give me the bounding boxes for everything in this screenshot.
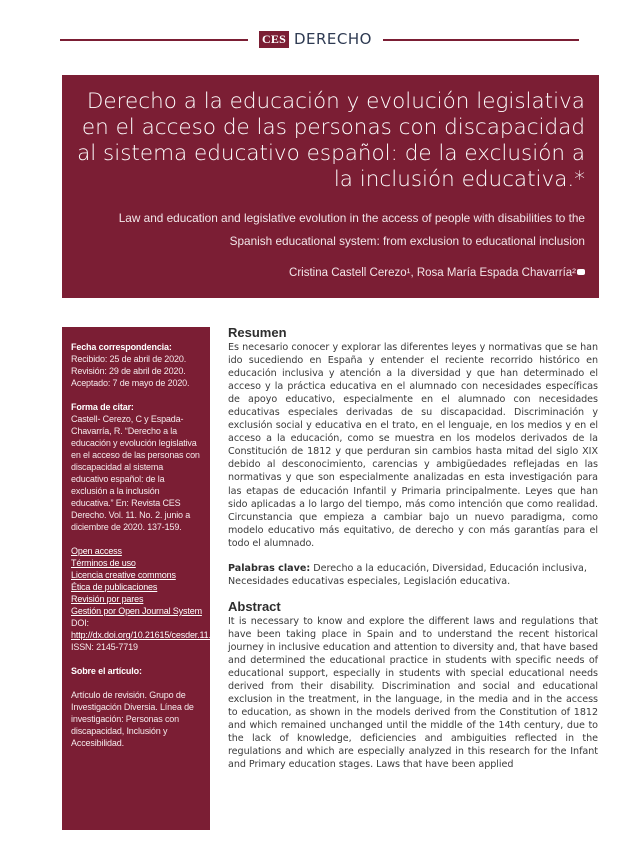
- revision-date: Revisión: 29 de abril de 2020.: [71, 366, 186, 376]
- journal-name: DERECHO: [293, 30, 372, 48]
- article-title-spanish: Derecho a la educación y evolución legislativa en el acceso de las personas con discapacidad al sistema educativo español: de la exclusión a la inclusión educativa.*: [77, 89, 585, 192]
- citar-label: Forma de citar:: [71, 402, 134, 412]
- header-rule-right: [383, 39, 579, 41]
- orcid-icon[interactable]: [577, 269, 585, 275]
- citation-text: Castell- Cerezo, C y Espada-Chavarría, R. “Derecho a la educación y evolución legislativa en el acceso de las personas con discapacidad al sistema educativo español: de la exclusión a la inclusión educativa.” En: Revista CES Derecho. Vol. 11. No. 2. junio a diciembre de 2020. 137-159.: [71, 414, 200, 532]
- link-etica[interactable]: Ética de publicaciones: [71, 582, 158, 592]
- sobre-label: Sobre el artículo:: [71, 666, 142, 676]
- main-column: [228, 326, 598, 771]
- abstract-text: It is necessary to know and explore the different laws and regulations that have been taking place in Spain and to understand the recent historical journey in inclusive education and attention to diversity and, that have based and determined the educational practice in students with specific needs of educational support, especially in students with special educational needs derived from their disability. Discrimination and social and educational exclusion in the treatment, in the language, in the media and in the access to education, as shown in the models derived from the Constitution of 1812 and which remained unchanged until the middle of the 14th century, due to the lack of knowledge, deficiencies and ambiguities reflected in the regulations and which are especially analyzed in this research for the Infant and Primary education stages. Laws that have been applied: [228, 615, 598, 771]
- doi-label: DOI:: [71, 618, 89, 628]
- fecha-label: Fecha correspondencia:: [71, 342, 172, 352]
- link-revision-pares[interactable]: Revisión por pares: [71, 594, 144, 604]
- link-open-access[interactable]: Open access: [71, 546, 122, 556]
- recibido-date: Recibido: 25 de abril de 2020.: [71, 354, 187, 364]
- keywords-label: Palabras clave:: [228, 562, 311, 574]
- article-info-sidebar: [62, 327, 223, 830]
- journal-badge: [259, 29, 372, 49]
- title-block: [62, 75, 599, 298]
- link-ojs[interactable]: Gestión por Open Journal System: [71, 606, 202, 616]
- link-terminos-de-uso[interactable]: Términos de uso: [71, 558, 136, 568]
- authors: [76, 267, 585, 279]
- resumen-text: Es necesario conocer y explorar las diferentes leyes y normativas que se han ido sucediendo en España y entender el reciente recorrido histórico en educación inclusiva y atención a la diversidad y que han determinado el acceso y la práctica educativa en el alumnado con necesidades específicas de apoyo educativo, especialmente en el alumnado con necesidades educativas especiales derivadas de su discapacidad. Discriminación y exclusión social y educativa en el trato, en el lenguaje, en los medios y en el acceso a la educación, como se muestra en los modelos derivados de la Constitución de 1812 y que perduran sin cambios hasta mitad del siglo XIX debido al desconocimiento, carencias y ambigüedades reflejadas en las normativas y que son especialmente analizadas en esta investigación para las etapas de educación Infantil y Primaria principalmente. Leyes que han sido aplicadas a lo largo del tiempo, más como intención que como realidad. Circunstancia que empieza a cambiar bajo un nuevo paradigma, como modelo educativo más equitativo, de derecho y con más garantías para el todo el alumnado.: [228, 342, 598, 549]
- keywords-text: Derecho a la educación, Diversidad, Educación inclusiva, Necesidades educativas especiales, Legislación educativa.: [228, 562, 587, 587]
- sobre-text: Artículo de revisión. Grupo de Investigación Diversia. Línea de investigación: Personas con discapacidad, Inclusión y Accesibilidad.: [71, 690, 194, 748]
- article-title-english: Law and education and legislative evolution in the access of people with disabilities to the Spanish educational system: from exclusion to educational inclusion: [118, 211, 585, 248]
- aceptado-date: Aceptado: 7 de mayo de 2020.: [71, 378, 190, 388]
- ces-logo: CES: [259, 31, 289, 48]
- doi-link[interactable]: http://dx.doi.org/10.21615/cesder.11.2.8: [71, 630, 223, 640]
- keywords: [228, 562, 598, 588]
- header-rule-left: [60, 39, 248, 41]
- abstract-heading: Abstract: [228, 598, 281, 614]
- doi-line: [71, 617, 223, 641]
- issn: ISSN: 2145-7719: [71, 642, 138, 652]
- resumen-heading: Resumen: [228, 325, 287, 340]
- authors-text: Cristina Castell Cerezo¹, Rosa María Espada Chavarría²: [289, 267, 576, 279]
- link-licencia[interactable]: Licencia creative commons: [71, 570, 176, 580]
